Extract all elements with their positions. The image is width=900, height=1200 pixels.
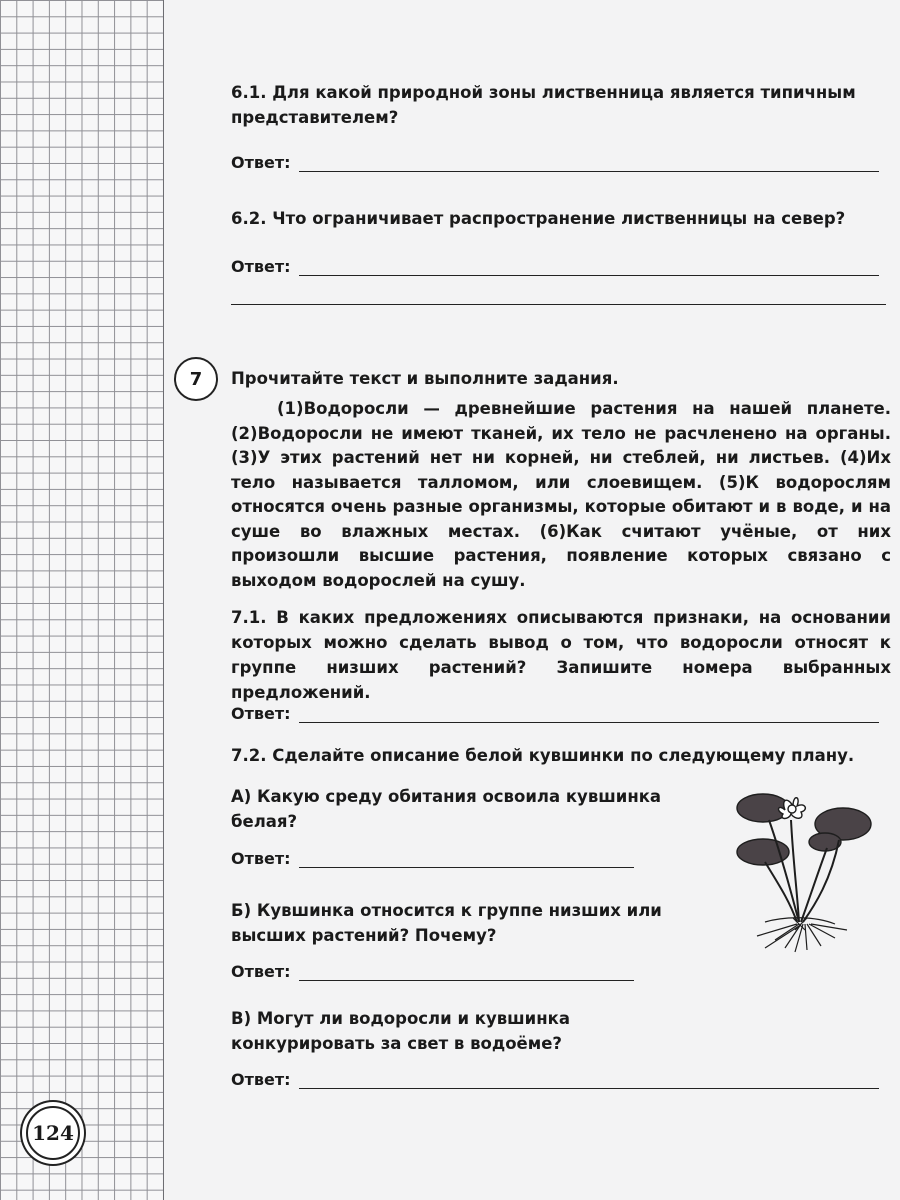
answer-label: Ответ: [231, 257, 291, 276]
question-7-1: 7.1. В каких предложениях описываются признаки, на основании которых можно сделать вывод о том, что водоросли относят к группе низших растений? Запишите номера выбранных предложений. [231, 608, 891, 702]
answer-label: Ответ: [231, 962, 291, 981]
water-lily-illustration [735, 790, 875, 955]
answer-line-7-2-b[interactable] [299, 962, 634, 981]
answer-line-6-2[interactable] [299, 257, 879, 276]
question-7-2-c: В) Могут ли водоросли и кувшинка конкурировать за свет в водоёме? [231, 1009, 570, 1053]
answer-line-6-1[interactable] [299, 153, 879, 172]
answer-6-1 [231, 153, 879, 172]
question-6-1: 6.1. Для какой природной зоны лиственница является типичным представителем? [231, 83, 856, 127]
page-number: 124 [26, 1106, 80, 1160]
answer-label: Ответ: [231, 849, 291, 868]
task-7-instruction: Прочитайте текст и выполните задания. [231, 369, 619, 388]
answer-line-6-2-extra[interactable] [231, 304, 886, 305]
answer-7-2-a [231, 849, 634, 868]
answer-label: Ответ: [231, 1070, 291, 1089]
question-7-2: 7.2. Сделайте описание белой кувшинки по следующему плану. [231, 746, 855, 765]
answer-label: Ответ: [231, 704, 291, 723]
answer-6-2 [231, 257, 879, 276]
question-7-2-a: А) Какую среду обитания освоила кувшинка белая? [231, 787, 662, 831]
answer-label: Ответ: [231, 153, 291, 172]
answer-line-7-2-c[interactable] [299, 1070, 879, 1089]
answer-7-1 [231, 704, 879, 723]
question-7-2-b: Б) Кувшинка относится к группе низших или высших растений? Почему? [231, 901, 662, 945]
task-7-passage: (1)Водоросли — древнейшие растения на нашей планете. (2)Водоросли не имеют тканей, их тело не расчленено на органы. (3)У этих растений нет ни корней, ни стеблей, ни листьев. (4)Их тело называется талломом, или слоевищем. (5)К водорослям относятся очень разные организмы, которые обитают и в воде, и на суше во влажных местах. (6)Как считают учёные, от них произошли высшие растения, появление которых связано с выходом водорослей на сушу. [231, 399, 891, 590]
answer-line-7-2-a[interactable] [299, 849, 634, 868]
answer-line-7-1[interactable] [299, 704, 879, 723]
question-6-2: 6.2. Что ограничивает распространение лиственницы на север? [231, 209, 846, 228]
grid-margin [0, 0, 164, 1200]
answer-7-2-c [231, 1070, 879, 1089]
answer-7-2-b [231, 962, 634, 981]
task-number-badge: 7 [174, 357, 218, 401]
